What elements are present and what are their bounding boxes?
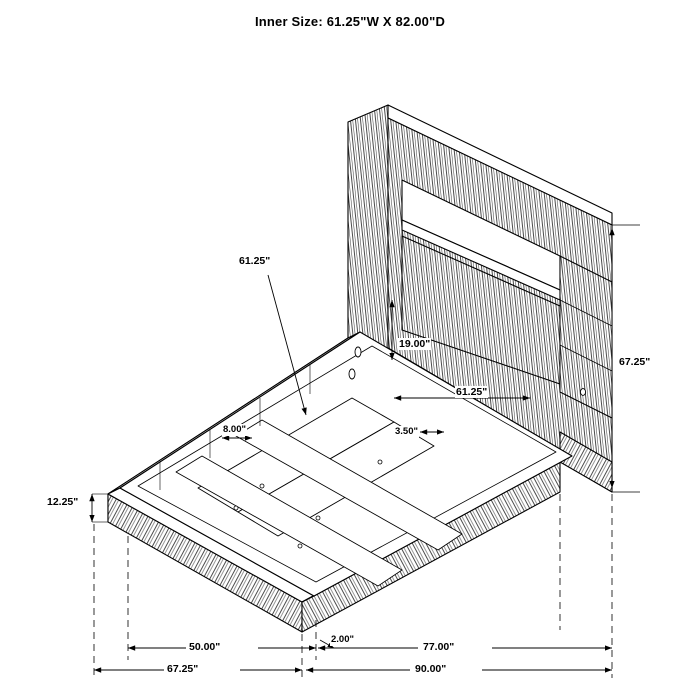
dim-foot-depth: 50.00": [189, 641, 221, 653]
dim-total-depth-left: 67.25": [167, 663, 199, 675]
dim-headboard-panel-height: 19.00": [399, 338, 431, 350]
dim-inner-width-callout: 61.25": [239, 255, 271, 267]
page-title: Inner Size: 61.25"W X 82.00"D: [254, 14, 446, 29]
dim-total-depth-right: 90.00": [415, 663, 447, 675]
dim-side-length: 77.00": [423, 641, 455, 653]
dim-inner-width-rail: 61.25": [456, 386, 488, 398]
dim-rail-inset: 8.00": [223, 424, 246, 435]
dim-deck-height: 12.25": [47, 496, 79, 508]
dim-footboard-thickness: 2.00": [331, 634, 354, 645]
dim-overall-height: 67.25": [619, 356, 651, 368]
dim-slat-width: 3.50": [395, 426, 418, 437]
